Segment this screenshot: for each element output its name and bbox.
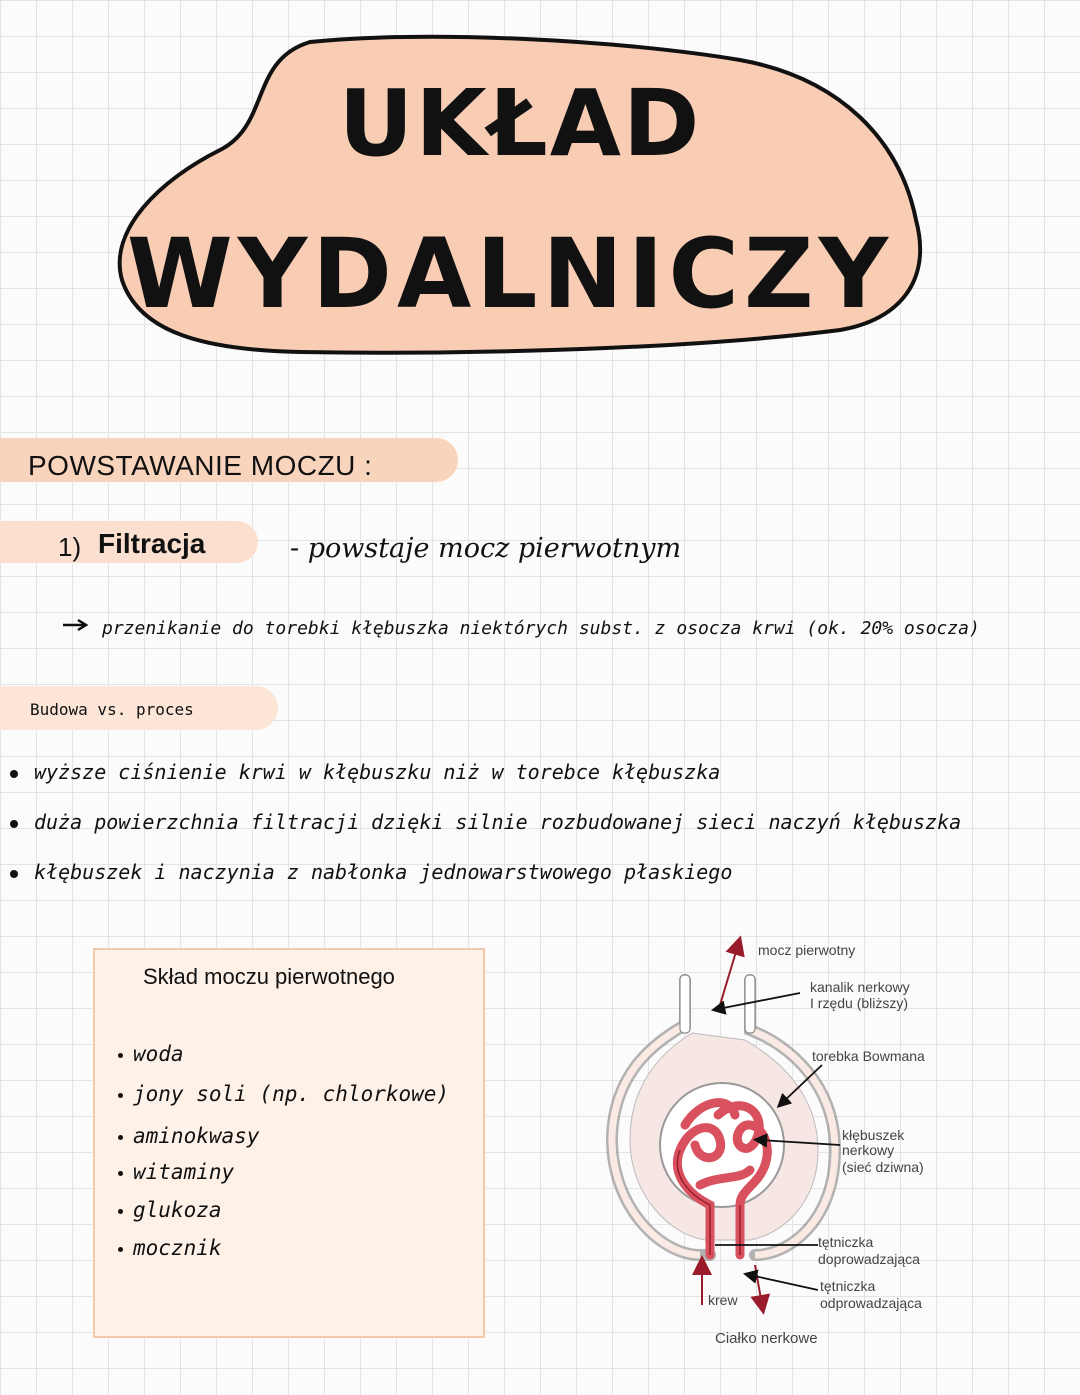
bullet-icon xyxy=(10,770,18,778)
label-krew: krew xyxy=(708,1292,738,1308)
renal-corpuscle-diagram xyxy=(590,935,970,1345)
diagram-caption: Ciałko nerkowe xyxy=(715,1330,818,1345)
list-item xyxy=(118,1160,234,1184)
filtration-note: przenikanie do torebki kłębuszka niektórych subst. z osocza krwi (ok. 20% osocza) xyxy=(102,618,980,639)
label-odprow-1: tętniczka xyxy=(820,1278,876,1294)
list-item xyxy=(118,1042,184,1066)
list-item xyxy=(10,860,732,884)
bullet-text: duża powierzchnia filtracji dzięki silnie rozbudowanej sieci naczyń kłębuszka xyxy=(34,810,962,834)
bullet-icon xyxy=(10,820,18,828)
item-text: mocznik xyxy=(133,1236,222,1260)
item-text: woda xyxy=(133,1042,184,1066)
list-item xyxy=(10,760,720,784)
label-klebuszek-3: (sieć dziwna) xyxy=(842,1159,924,1175)
list-item xyxy=(118,1236,222,1260)
label-kanalik-1: kanalik nerkowy xyxy=(810,979,910,995)
label-kanalik-2: I rzędu (bliższy) xyxy=(810,995,909,1011)
label-mocz: mocz pierwotny xyxy=(758,942,856,958)
label-doprow-1: tętniczka xyxy=(818,1234,874,1250)
step-description: - powstaje mocz pierwotnym xyxy=(290,533,682,564)
bullet-icon xyxy=(118,1135,123,1140)
list-item xyxy=(118,1198,222,1222)
label-torebka: torebka Bowmana xyxy=(812,1048,925,1064)
bullet-icon xyxy=(10,870,18,878)
right-arrow-icon xyxy=(62,616,90,637)
bullet-text: kłębuszek i naczynia z nabłonka jednowarstwowego płaskiego xyxy=(34,860,733,884)
bullet-icon xyxy=(118,1247,123,1252)
bullet-icon xyxy=(118,1209,123,1214)
bullet-icon xyxy=(118,1171,123,1176)
section-title: POWSTAWANIE MOCZU : xyxy=(28,450,373,481)
step-label: Filtracja xyxy=(98,528,206,559)
bullet-icon xyxy=(118,1053,123,1058)
bullet-text: wyższe ciśnienie krwi w kłębuszku niż w torebce kłębuszka xyxy=(34,760,721,784)
label-doprow-2: doprowadzająca xyxy=(818,1251,920,1267)
composition-title: Skład moczu pierwotnego xyxy=(143,964,395,989)
bullet-icon xyxy=(118,1093,123,1098)
label-klebuszek-2: nerkowy xyxy=(842,1142,895,1158)
step-number: 1) xyxy=(58,532,82,562)
list-item xyxy=(118,1082,449,1106)
budowa-label: Budowa vs. proces xyxy=(30,700,194,719)
title-line-1: UKŁAD xyxy=(338,70,702,177)
item-text: witaminy xyxy=(133,1160,235,1184)
item-text: glukoza xyxy=(133,1198,222,1222)
label-klebuszek-1: kłębuszek xyxy=(842,1127,905,1143)
label-odprow-2: odprowadzająca xyxy=(820,1295,922,1311)
title-line-2: WYDALNICZY xyxy=(126,218,894,330)
list-item xyxy=(118,1124,259,1148)
item-text: jony soli (np. chlorkowe) xyxy=(133,1082,450,1106)
item-text: aminokwasy xyxy=(133,1124,260,1148)
list-item xyxy=(10,810,961,834)
